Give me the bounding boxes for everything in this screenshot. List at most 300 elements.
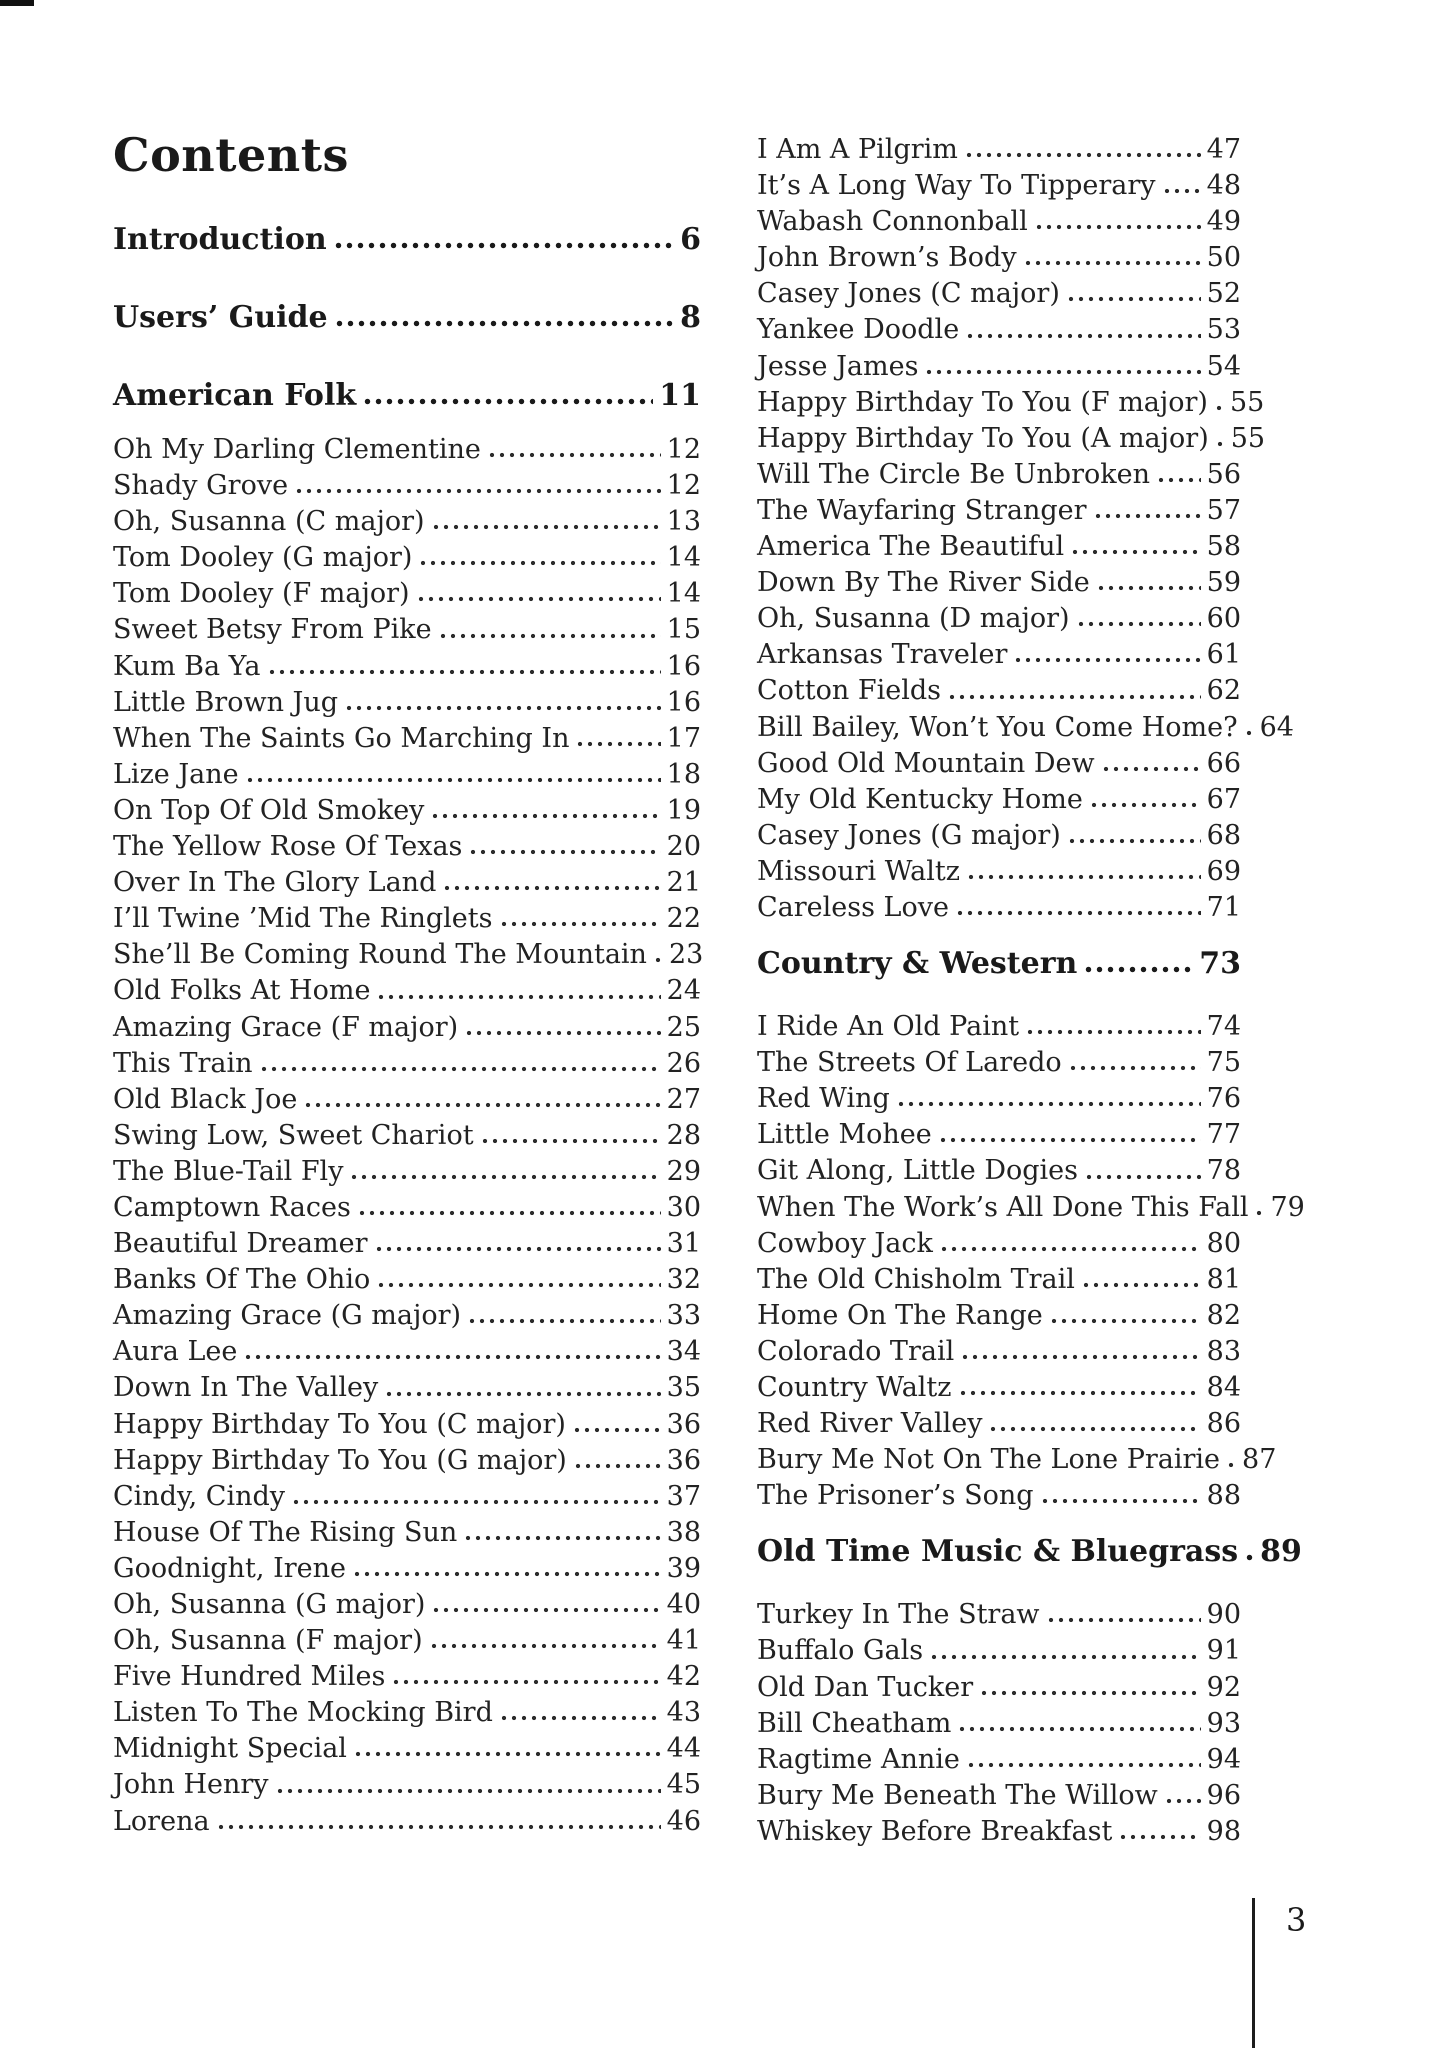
song-page: 36 (666, 1408, 701, 1440)
toc-song-entry (757, 890, 1241, 926)
front-matter-list (113, 220, 701, 338)
dot-leader (216, 1804, 661, 1840)
song-title: Little Brown Jug (113, 686, 339, 718)
song-title: I’ll Twine ’Mid The Ringlets (113, 903, 493, 935)
song-page: 80 (1206, 1227, 1241, 1259)
dot-leader (955, 890, 1201, 926)
dot-leader (431, 1587, 660, 1623)
song-title: When The Saints Go Marching In (113, 722, 570, 754)
dot-leader (938, 1117, 1201, 1153)
dot-leader (957, 1706, 1200, 1742)
dot-leader (464, 1010, 660, 1046)
song-page: 74 (1206, 1011, 1241, 1043)
song-page: 60 (1206, 603, 1241, 635)
song-title: Down In The Valley (113, 1372, 379, 1404)
song-page: 78 (1206, 1155, 1241, 1187)
toc-entry-page: 6 (680, 222, 701, 257)
song-page: 98 (1206, 1815, 1241, 1847)
song-page: 25 (666, 1011, 701, 1043)
song-title: Beautiful Dreamer (113, 1228, 368, 1260)
song-title: Listen To The Mocking Bird (113, 1697, 493, 1729)
song-page: 44 (666, 1733, 701, 1765)
toc-song-entry (757, 565, 1241, 601)
toc-song-entry (113, 865, 701, 901)
toc-song-entry (113, 504, 701, 540)
song-title: My Old Kentucky Home (757, 783, 1083, 815)
dot-leader (376, 1262, 660, 1298)
dot-leader (1070, 529, 1200, 565)
song-page: 79 (1270, 1191, 1305, 1223)
toc-song-entry (113, 540, 701, 576)
song-title: Jesse James (757, 350, 919, 382)
page-number: 3 (1286, 1901, 1307, 1939)
song-title: The Wayfaring Stranger (757, 494, 1087, 526)
toc-song-entry (113, 1190, 701, 1226)
toc-song-entry (757, 349, 1241, 385)
toc-song-entry (757, 1814, 1241, 1850)
dot-leader (267, 649, 661, 685)
song-title: Will The Circle Be Unbroken (757, 458, 1150, 490)
dot-leader (979, 1670, 1201, 1706)
song-page: 48 (1206, 170, 1241, 202)
song-page: 82 (1206, 1299, 1241, 1331)
song-title: Aura Lee (113, 1336, 238, 1368)
toc-song-entry (757, 1334, 1241, 1370)
toc-song-entry (757, 276, 1241, 312)
song-page: 54 (1206, 350, 1241, 382)
song-title: Happy Birthday To You (F major) (757, 386, 1208, 418)
song-page: 14 (666, 542, 701, 574)
song-title: Tom Dooley (F major) (113, 578, 410, 610)
song-title: Swing Low, Sweet Chariot (113, 1119, 474, 1151)
dot-leader (468, 829, 660, 865)
dot-leader (487, 432, 661, 468)
song-page: 32 (666, 1264, 701, 1296)
toc-entry-page: 11 (659, 378, 701, 413)
toc-entry-page: 89 (1260, 1534, 1302, 1570)
toc-song-entry (113, 1154, 701, 1190)
song-title: Happy Birthday To You (A major) (757, 422, 1209, 454)
song-page: 64 (1259, 711, 1294, 743)
song-title: Camptown Races (113, 1191, 351, 1223)
toc-song-entry (757, 1226, 1241, 1262)
toc-section-entry (757, 944, 1241, 984)
dot-leader (958, 1370, 1201, 1406)
song-title: It’s A Long Way To Tipperary (757, 170, 1156, 202)
song-page: 66 (1206, 747, 1241, 779)
song-title: Lorena (113, 1805, 210, 1837)
dot-leader (438, 612, 661, 648)
toc-section-entry-american-folk (113, 376, 701, 416)
toc-song-entry (113, 468, 701, 504)
dot-leader (1096, 565, 1201, 601)
song-title: Country Waltz (757, 1372, 952, 1403)
toc-song-entry (757, 1442, 1277, 1478)
dot-leader (988, 1406, 1200, 1442)
song-title: Missouri Waltz (757, 855, 960, 887)
toc-song-entry (113, 1443, 701, 1479)
song-title: John Brown’s Body (757, 242, 1017, 274)
song-page: 15 (666, 614, 701, 646)
toc-song-entry (757, 1742, 1241, 1778)
song-list-american-folk-left (113, 432, 704, 1840)
dot-leader (1013, 637, 1200, 673)
dot-leader (467, 1298, 661, 1334)
song-page: 39 (666, 1552, 701, 1584)
dot-leader (416, 576, 661, 612)
song-page: 21 (666, 867, 701, 899)
song-page: 22 (666, 903, 701, 935)
dot-leader (966, 1742, 1201, 1778)
song-title: Red Wing (757, 1083, 890, 1115)
toc-song-entry (757, 204, 1241, 240)
toc-song-entry (757, 1117, 1241, 1153)
song-title: Home On The Range (757, 1299, 1043, 1331)
song-page: 55 (1230, 422, 1266, 454)
toc-song-entry (113, 612, 701, 648)
toc-song-entry (113, 1370, 701, 1406)
song-page: 20 (666, 831, 701, 863)
toc-song-entry (113, 1334, 701, 1370)
song-page: 52 (1206, 278, 1241, 310)
dot-leader (1083, 944, 1193, 984)
toc-song-entry (757, 457, 1241, 493)
song-title: Down By The River Side (757, 567, 1090, 599)
dot-leader (1081, 1262, 1201, 1298)
song-page: 81 (1206, 1263, 1241, 1295)
song-title: She’ll Be Coming Round The Mountain (113, 939, 647, 971)
song-title: When The Work’s All Done This Fall (757, 1191, 1249, 1223)
song-page: 56 (1206, 458, 1241, 490)
toc-song-entry (757, 168, 1241, 204)
song-page: 50 (1206, 242, 1241, 274)
dot-leader (391, 1659, 660, 1695)
toc-song-entry (757, 1190, 1305, 1226)
song-page: 47 (1206, 134, 1241, 165)
song-title: Oh, Susanna (F major) (113, 1625, 423, 1657)
song-title: This Train (113, 1047, 253, 1079)
section-song-list (757, 1597, 1241, 1850)
toc-song-entry (757, 385, 1265, 421)
toc-entry-label: Country & Western (757, 946, 1078, 982)
toc-song-entry (757, 782, 1241, 818)
song-title: America The Beautiful (757, 531, 1065, 563)
song-page: 37 (666, 1480, 701, 1512)
toc-entry-label: Introduction (113, 222, 327, 257)
song-page: 36 (666, 1444, 701, 1476)
dot-leader (1040, 1478, 1201, 1514)
toc-song-entry (113, 1226, 701, 1262)
dot-leader (575, 721, 660, 757)
section-song-list (757, 1009, 1305, 1514)
toc-song-entry (757, 312, 1241, 348)
song-page: 40 (666, 1589, 701, 1620)
song-title: I Ride An Old Paint (757, 1011, 1020, 1043)
toc-song-entry (757, 1633, 1241, 1669)
toc-section-entry (757, 1532, 1302, 1572)
toc-song-entry (757, 601, 1241, 637)
dot-leader (291, 1479, 661, 1515)
song-page: 76 (1206, 1083, 1241, 1115)
toc-song-entry (757, 1045, 1241, 1081)
toc-section-entry (113, 220, 701, 260)
footer-rule (1252, 1898, 1255, 2048)
song-title: Little Mohee (757, 1119, 932, 1151)
dot-leader (896, 1081, 1201, 1117)
song-title: Oh My Darling Clementine (113, 434, 481, 465)
dot-leader (573, 1443, 661, 1479)
song-list-american-folk-right (757, 132, 1294, 926)
toc-song-entry (113, 901, 701, 937)
song-title: Oh, Susanna (G major) (113, 1589, 426, 1620)
song-page: 12 (666, 470, 701, 502)
song-page: 87 (1242, 1444, 1277, 1476)
song-title: The Blue-Tail Fly (113, 1155, 344, 1187)
song-page: 18 (666, 758, 701, 790)
dot-leader (243, 1334, 660, 1370)
song-title: Ragtime Annie (757, 1743, 960, 1775)
song-title: Happy Birthday To You (G major) (113, 1444, 567, 1476)
toc-song-entry (113, 1587, 701, 1623)
dot-leader (929, 1633, 1201, 1669)
dot-leader (353, 1731, 661, 1767)
song-title: Old Dan Tucker (757, 1671, 974, 1703)
song-page: 96 (1206, 1779, 1241, 1811)
toc-song-entry (113, 721, 701, 757)
dot-leader (429, 1623, 661, 1659)
dot-leader (499, 901, 661, 937)
dot-leader (1034, 204, 1201, 240)
song-page: 16 (666, 650, 701, 682)
song-title: Casey Jones (G major) (757, 819, 1061, 851)
dot-leader (374, 1226, 661, 1262)
dot-leader (1101, 746, 1201, 782)
song-page: 58 (1206, 531, 1241, 563)
song-page: 17 (666, 722, 701, 754)
dot-leader (1254, 1190, 1264, 1226)
song-page: 31 (666, 1228, 701, 1260)
dot-leader (653, 937, 663, 973)
dot-leader (1244, 1532, 1254, 1572)
dot-leader (1164, 1778, 1201, 1814)
toc-section-block (757, 944, 1305, 1514)
song-page: 45 (666, 1769, 701, 1801)
toc-song-entry (113, 757, 701, 793)
dot-leader (499, 1695, 661, 1731)
song-title: On Top Of Old Smokey (113, 794, 425, 826)
song-page: 34 (666, 1336, 701, 1368)
song-page: 67 (1206, 783, 1241, 815)
song-title: Five Hundred Miles (113, 1661, 386, 1693)
dot-leader (1066, 276, 1201, 312)
song-page: 12 (666, 434, 701, 465)
dot-leader (965, 312, 1200, 348)
song-page: 77 (1206, 1119, 1241, 1151)
dot-leader (964, 132, 1201, 168)
song-page: 55 (1229, 386, 1265, 418)
song-page: 92 (1206, 1671, 1241, 1703)
toc-song-entry (757, 1406, 1241, 1442)
dot-leader (1118, 1814, 1200, 1850)
song-page: 42 (666, 1661, 701, 1693)
song-page: 91 (1206, 1635, 1241, 1667)
song-title: Casey Jones (C major) (757, 278, 1060, 310)
song-title: Whiskey Before Breakfast (757, 1815, 1113, 1847)
song-page: 90 (1206, 1599, 1241, 1631)
song-title: Bury Me Beneath The Willow (757, 1779, 1158, 1811)
dot-leader (1023, 240, 1201, 276)
toc-song-entry (757, 1597, 1241, 1633)
song-title: Turkey In The Straw (757, 1599, 1040, 1631)
toc-song-entry (757, 1478, 1241, 1514)
song-title: Yankee Doodle (757, 314, 960, 346)
dot-leader (259, 1046, 661, 1082)
song-title: I Am A Pilgrim (757, 134, 958, 165)
dot-leader (362, 376, 653, 416)
dot-leader (376, 973, 660, 1009)
song-page: 49 (1206, 206, 1241, 238)
toc-song-entry (757, 529, 1241, 565)
song-page: 71 (1206, 891, 1241, 923)
toc-song-entry (113, 1804, 701, 1840)
song-page: 41 (666, 1625, 701, 1657)
song-page: 33 (666, 1300, 701, 1332)
dot-leader (924, 349, 1200, 385)
toc-song-entry (113, 685, 701, 721)
song-page: 84 (1206, 1372, 1241, 1403)
dot-leader (1214, 385, 1224, 421)
song-page: 62 (1206, 675, 1241, 707)
dot-leader (1089, 782, 1201, 818)
toc-right-column (757, 132, 1305, 1850)
dot-leader (303, 1082, 660, 1118)
song-page: 83 (1206, 1335, 1241, 1367)
song-title: Cindy, Cindy (113, 1480, 286, 1512)
song-page: 94 (1206, 1743, 1241, 1775)
toc-song-entry (757, 1081, 1241, 1117)
toc-entry-label: Old Time Music & Bluegrass (757, 1534, 1239, 1570)
toc-song-entry (113, 973, 701, 1009)
toc-song-entry (113, 937, 704, 973)
song-title: Midnight Special (113, 1733, 347, 1765)
dot-leader (480, 1118, 661, 1154)
song-title: Old Black Joe (113, 1083, 298, 1115)
song-title: The Old Chisholm Trail (757, 1263, 1075, 1295)
toc-song-entry (757, 1670, 1241, 1706)
song-page: 13 (666, 506, 701, 538)
dot-leader (463, 1515, 660, 1551)
song-title: Bill Cheatham (757, 1707, 952, 1739)
song-title: Wabash Connonball (757, 206, 1028, 238)
song-page: 14 (666, 578, 701, 610)
toc-sections (757, 944, 1305, 1850)
toc-song-entry (757, 240, 1241, 276)
dot-leader (966, 854, 1201, 890)
dot-leader (294, 468, 661, 504)
dot-leader (939, 1226, 1201, 1262)
song-title: Cotton Fields (757, 675, 941, 707)
dot-leader (1067, 818, 1201, 854)
song-page: 30 (666, 1191, 701, 1223)
toc-song-entry (757, 746, 1241, 782)
toc-song-entry (113, 1731, 701, 1767)
toc-song-entry (113, 1551, 701, 1587)
toc-song-entry (113, 1407, 701, 1443)
song-page: 26 (666, 1047, 701, 1079)
toc-entry-page: 73 (1199, 946, 1241, 982)
song-page: 59 (1206, 567, 1241, 599)
toc-song-entry (113, 1695, 701, 1731)
song-title: Sweet Betsy From Pike (113, 614, 432, 646)
song-title: Buffalo Gals (757, 1635, 924, 1667)
toc-song-entry (113, 829, 701, 865)
dot-leader (572, 1407, 661, 1443)
song-page: 23 (668, 939, 704, 971)
dot-leader (1156, 457, 1201, 493)
dot-leader (245, 757, 661, 793)
song-title: Colorado Trail (757, 1335, 955, 1367)
toc-entry-page: 8 (680, 300, 701, 335)
toc-song-entry (113, 1046, 701, 1082)
toc-song-entry (757, 710, 1294, 746)
toc-song-entry (757, 637, 1241, 673)
song-page: 46 (666, 1805, 701, 1837)
toc-song-entry (113, 576, 701, 612)
song-title: Careless Love (757, 891, 949, 923)
toc-song-entry (113, 793, 701, 829)
dot-leader (1025, 1009, 1201, 1045)
toc-song-entry (757, 493, 1241, 529)
song-title: Git Along, Little Dogies (757, 1155, 1078, 1187)
toc-song-entry (113, 1767, 701, 1803)
song-page: 61 (1206, 639, 1241, 671)
dot-leader (1049, 1298, 1201, 1334)
dot-leader (1046, 1597, 1201, 1633)
toc-song-entry (757, 673, 1241, 709)
toc-song-entry (113, 1082, 701, 1118)
song-page: 35 (666, 1372, 701, 1404)
toc-song-entry (113, 1298, 701, 1334)
song-title: Goodnight, Irene (113, 1552, 346, 1584)
dot-leader (1076, 601, 1201, 637)
song-title: Old Folks At Home (113, 975, 371, 1007)
song-title: Red River Valley (757, 1408, 983, 1440)
dot-leader (442, 865, 660, 901)
song-title: Happy Birthday To You (C major) (113, 1408, 566, 1440)
song-page: 27 (666, 1083, 701, 1115)
song-title: Oh, Susanna (C major) (113, 506, 425, 538)
toc-left-column (113, 128, 704, 1840)
toc-song-entry (757, 1009, 1241, 1045)
dot-leader (344, 685, 661, 721)
dot-leader (947, 673, 1201, 709)
toc-song-entry (757, 1778, 1241, 1814)
song-title: Amazing Grace (G major) (113, 1300, 462, 1332)
song-page: 86 (1206, 1408, 1241, 1440)
song-title: Banks Of The Ohio (113, 1264, 371, 1296)
dot-leader (1162, 168, 1201, 204)
dot-leader (418, 540, 660, 576)
dot-leader (384, 1370, 660, 1406)
dot-leader (349, 1154, 660, 1190)
song-title: Bury Me Not On The Lone Prairie (757, 1444, 1221, 1476)
toc-song-entry (113, 649, 701, 685)
song-title: Over In The Glory Land (113, 867, 437, 899)
song-page: 75 (1206, 1047, 1241, 1079)
dot-leader (430, 793, 660, 829)
song-page: 93 (1206, 1707, 1241, 1739)
toc-song-entry (757, 421, 1266, 457)
